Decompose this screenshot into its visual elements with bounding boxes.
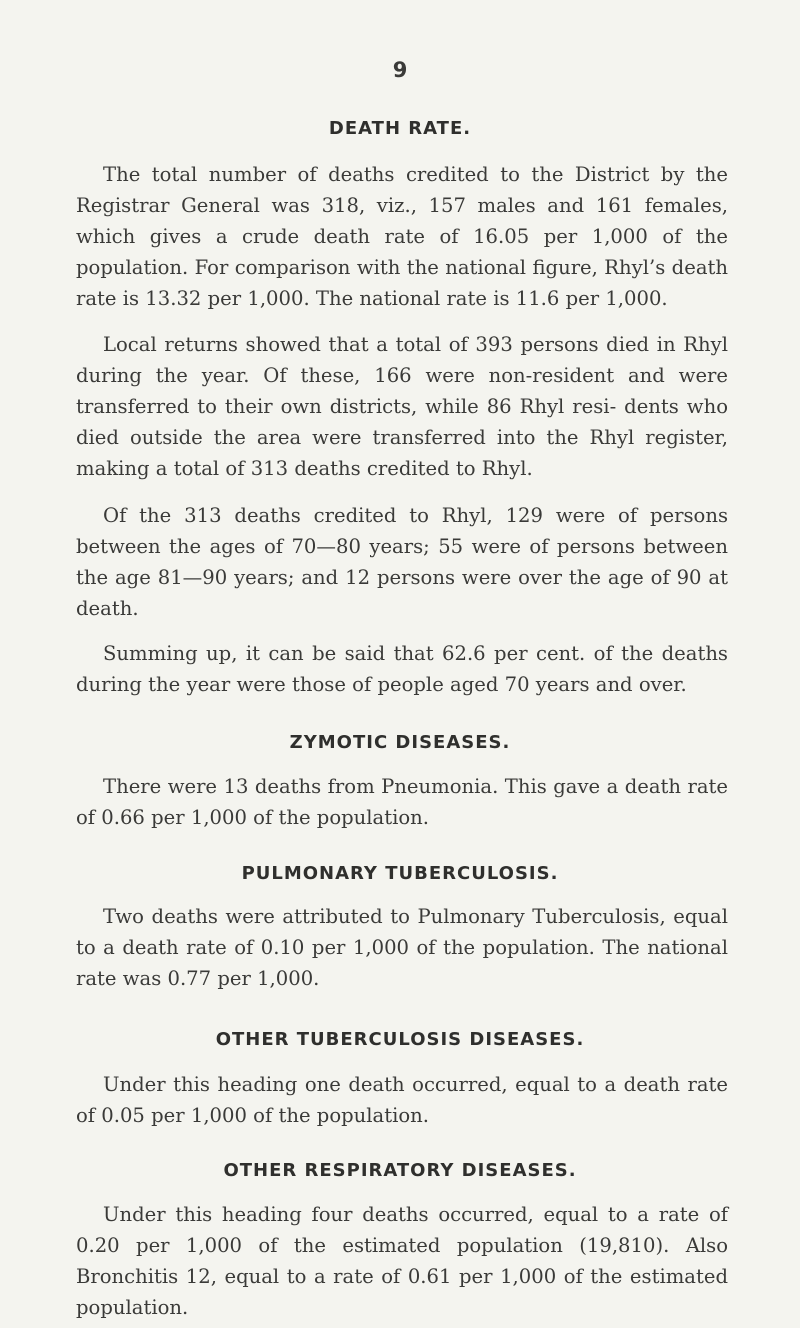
section-heading-death-rate: DEATH RATE. [328,118,472,139]
death-rate-paragraph-2: Local returns showed that a total of 393 persons died in Rhyl during the year. Of these, 166 were non-resident and were transferred to their own districts, while 86 Rhyl resi- dents who died outside the area were transferred into the Rhyl register, making a total of 313 deaths credited to Rhyl. [76,333,728,480]
section-heading-other-tuberculosis: OTHER TUBERCULOSIS DISEASES. [215,1029,585,1050]
zymotic-paragraph: There were 13 deaths from Pneumonia. This gave a death rate of 0.66 per 1,000 of the population. [76,775,728,829]
section-heading-other-respiratory: OTHER RESPIRATORY DISEASES. [223,1160,577,1181]
death-rate-paragraph-1: The total number of deaths credited to the District by the Registrar General was 318, viz., 157 males and 161 females, which gives a crude death rate of 16.05 per 1,000 of the population. For comparison with the national figure, Rhyl’s death rate is 13.32 per 1,000. The national rate is 11.6 per 1,000. [76,163,728,310]
other-respiratory-paragraph: Under this heading four deaths occurred, equal to a rate of 0.20 per 1,000 of the estimated population (19,810). Also Bronchitis 12, equal to a rate of 0.61 per 1,000 of the estimated population. [76,1203,728,1319]
section-heading-zymotic-diseases: ZYMOTIC DISEASES. [289,732,511,753]
page-number: 9 [392,58,408,82]
pulmonary-tuberculosis-paragraph: Two deaths were attributed to Pulmonary Tuberculosis, equal to a death rate of 0.10 per 1,000 of the population. The national rate was 0.77 per 1,000. [76,905,728,990]
death-rate-paragraph-4: Summing up, it can be said that 62.6 per cent. of the deaths during the year were those of people aged 70 years and over. [76,642,728,696]
death-rate-paragraph-3: Of the 313 deaths credited to Rhyl, 129 were of persons between the ages of 70—80 years; 55 were of persons between the age 81—90 years; and 12 persons were over the age of 90 at death. [76,504,728,620]
section-heading-pulmonary-tuberculosis: PULMONARY TUBERCULOSIS. [241,863,559,884]
other-tuberculosis-paragraph: Under this heading one death occurred, equal to a death rate of 0.05 per 1,000 of the population. [76,1073,728,1127]
